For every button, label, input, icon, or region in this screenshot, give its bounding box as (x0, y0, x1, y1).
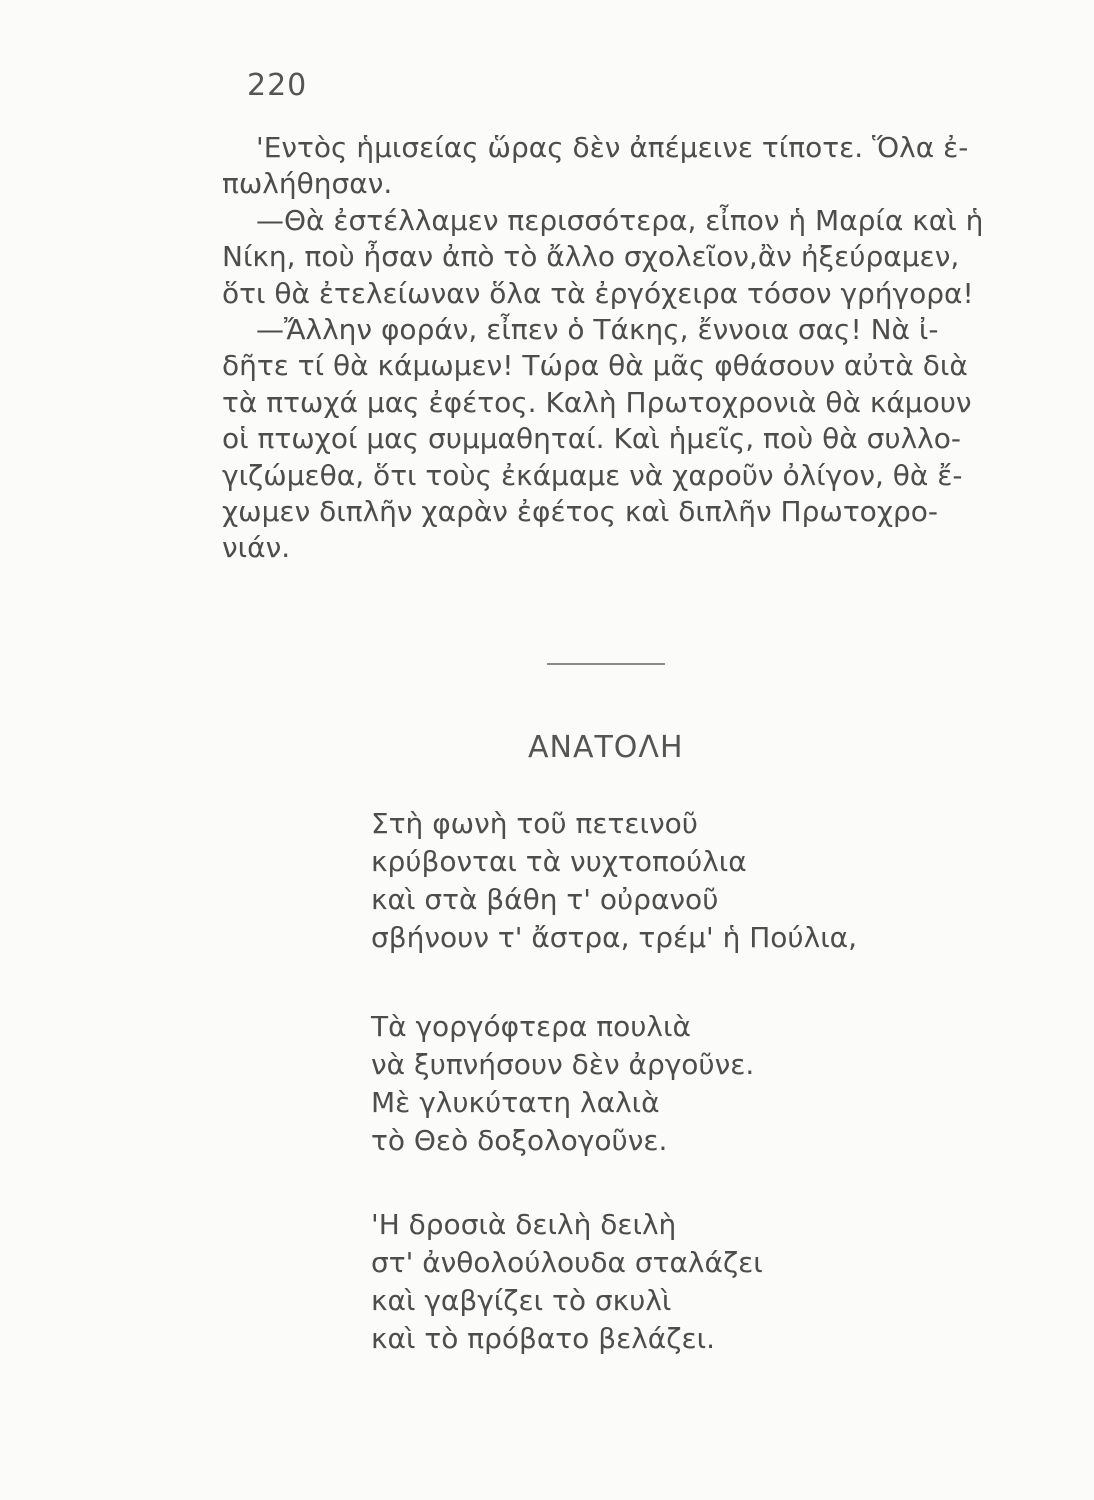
prose-line: ὅτι θὰ ἐτελείωναν ὅλα τὰ ἐργόχειρα τόσον γρήγορα! (222, 276, 974, 310)
poem-verse: νὰ ξυπνήσουν δὲν ἀργοῦνε. (371, 1048, 755, 1081)
section-divider (547, 663, 665, 665)
prose-line: Νίκη, ποὺ ἦσαν ἀπὸ τὸ ἄλλο σχολεῖον,ἂν ἠξεύραμεν, (222, 240, 960, 274)
prose-line: τὰ πτωχά μας ἐφέτος. Καλὴ Πρωτοχρονιὰ θὰ κάμουν (222, 385, 972, 419)
prose-line: —Ἄλλην φοράν, εἶπεν ὁ Τάκης, ἔννοια σας! Νὰ ἰ- (256, 313, 939, 347)
poem-verse: καὶ στὰ βάθη τ' οὐρανοῦ (371, 883, 719, 916)
prose-passage (222, 130, 1042, 567)
prose-line: χωμεν διπλῆν χαρὰν ἐφέτος καὶ διπλῆν Πρωτοχρο- (222, 495, 938, 529)
page-number: 220 (247, 68, 308, 103)
prose-line: —Θὰ ἐστέλλαμεν περισσότερα, εἶπον ἡ Μαρία καὶ ἡ (256, 203, 984, 237)
poem-stanza (371, 1206, 763, 1358)
poem-verse: Μὲ γλυκύτατη λαλιὰ (371, 1086, 660, 1119)
poem-verse: καὶ τὸ πρόβατο βελάζει. (371, 1322, 715, 1355)
prose-line: γιζώμεθα, ὅτι τοὺς ἐκάμαμε νὰ χαροῦν ὀλίγον, θὰ ἔ- (222, 458, 963, 492)
poem-verse: κρύβονται τὰ νυχτοπούλια (371, 845, 747, 878)
prose-line: 'Εντὸς ἡμισείας ὥρας δὲν ἀπέμεινε τίποτε. Ὅλα ἐ- (256, 131, 969, 164)
poem-verse: 'Η δροσιὰ δειλὴ δειλὴ (371, 1208, 677, 1241)
poem-verse: καὶ γαβγίζει τὸ σκυλὶ (371, 1284, 672, 1317)
poem-title: ΑΝΑΤΟΛΗ (528, 730, 684, 765)
prose-line: πωλήθησαν. (222, 167, 393, 201)
prose-line: οἱ πτωχοί μας συμμαθηταί. Καὶ ἡμεῖς, ποὺ θὰ συλλο- (222, 422, 961, 456)
poem-verse: σβήνουν τ' ἄστρα, τρέμ' ἡ Πούλια, (371, 921, 858, 954)
poem-verse: Στὴ φωνὴ τοῦ πετεινοῦ (371, 807, 698, 840)
poem-verse: Τὰ γοργόφτερα πουλιὰ (371, 1010, 691, 1043)
poem-verse: τὸ Θεὸ δοξολογοῦνε. (371, 1124, 668, 1157)
prose-line: νιάν. (222, 531, 291, 565)
poem-stanza (371, 805, 857, 957)
poem-verse: στ' ἀνθολούλουδα σταλάζει (371, 1246, 763, 1279)
prose-line: δῆτε τί θὰ κάμωμεν! Τώρα θὰ μᾶς φθάσουν αὐτὰ διὰ (222, 349, 968, 383)
poem-stanza (371, 1008, 754, 1160)
